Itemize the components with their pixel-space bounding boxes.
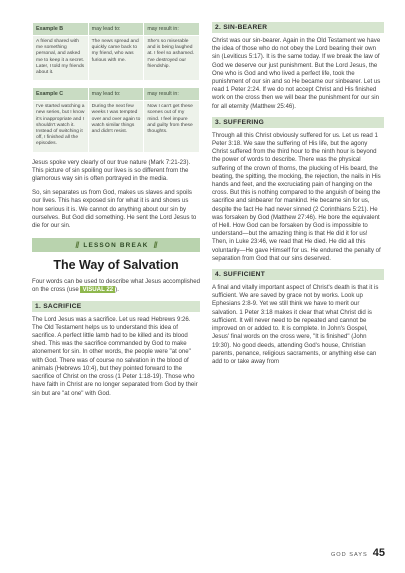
intro-end: ). [115,286,119,294]
example-b-result-header: may result in: [144,23,200,36]
sufficient-paragraph: A final and vitally important aspect of Christ's death is that it is sufficient. We are saved by grace not by works. Look up Ephesians 2:8-9. Yet we still think we have to merit our salvation. 1 Peter 3:18 makes it clear that what Christ did is sufficient. It will never need to be repeated and cannot be improved on or added to. It is complete. In John's Gospel, Jesus' final words on the cross were, "It is finished" (John 19:30). No good deeds, attending God's house, Christian parents, penance, religious sacraments, or anything else can add to or take away from [212,284,379,365]
example-b-lead-header: may lead to: [88,23,144,36]
lesson-break-label: LESSON BREAK [83,241,149,249]
heading-sufficient: 4. SUFFICIENT [212,269,384,280]
example-c-lead-header: may lead to: [88,88,144,101]
paragraph: So, sin separates us from God, makes us slaves and spoils our lives. This has exposed sin for what it is and shows us how serious it is. We cannot do anything about our sin by ourselves. But God did something. He sent the Lord Jesus to die for our sin. [32,189,197,230]
visual-badge: VISUAL 22 [82,286,114,294]
example-b-cell: She's so miserable and is being laughed at. I feel so ashamed. I've destroyed our friendship. [144,36,200,81]
paragraph: Jesus spoke very clearly of our true nature (Mark 7:21-23). This picture of sin spoiling our lives is so different from the glamorous way sin is often portrayed in the media. [32,158,191,183]
example-c-table [32,87,200,152]
lesson-break-banner [32,238,200,252]
heading-suffering: 3. SUFFERING [212,117,384,128]
footer-label: GOD SAYS [330,552,368,558]
heading-sacrifice: 1. SACRIFICE [32,301,200,312]
sin-bearer-paragraph: Christ was our sin-bearer. Again in the Old Testament we have the idea of those who do not obey the Lord bearing their own sin (Leviticus 5:17). It is the same today. If we break the law of God we deserve our just punishment. But the Lord Jesus, the One who is God and who lived a perfect life, took the punishment of our sin and so He became our sinbearer. Let us read 1 Peter 2:24. If we do not accept Christ and His finished work on the cross then we will bear the punishment for our sin for all eternity (Matthew 25:46). [212,37,381,110]
example-c-result-header: may result in: [144,88,200,101]
double-slash-icon: // [75,240,79,251]
heading-sin-bearer: 2. SIN-BEARER [212,22,384,33]
double-slash-icon: // [153,240,157,251]
suffering-paragraph: Through all this Christ obviously suffered for us. Let us read 1 Peter 3:18. We saw the suffering of His life, but the agony Christ suffered from the third hour to the ninth hour is beyond the power of words to describe. There was the physical suffering of the crown of thorns, the plucking of His beard, the beating, the spitting, the mocking, the rejection, the nails in His hands and feet, and the excruciating pain of hanging on the cross. But this is nothing compared to the anguish of being the sacrifice and sinbearer for mankind. He became sin for us, despite the fact He had never sinned (2 Corinthians 5:21). He was forsaken by God (Matthew 27:46). He bore the equivalent of Hell. How God can be forsaken by God is impossible to understand—but the amazing thing is that He did it for us! Then, in Luke 23:46, we read that He died. He did all this voluntarily—He gave Himself for us. He endured the penalty of separation from God that our sins deserved. [212,131,381,262]
example-b-header: Example B [33,23,89,36]
example-b-cell: A friend shared with me something personal, and asked me to keep it a secret. Later, I told my friends about it. [33,36,89,81]
example-b-cell: The news spread and quickly came back to my friend, who was furious with me. [88,36,144,81]
example-c-cell: Now I can't get these scenes out of my mind. I feel impure and guilty from these thoughts. [144,101,200,152]
intro-text: Four words can be used to describe what Jesus accomplished on the cross (use [32,278,201,294]
section-title: The Way of Salvation [53,258,179,273]
page-number: 45 [372,547,385,559]
example-c-cell: I've started watching a new series, but I know it's inappropriate and I shouldn't watch it. Instead of switching it off, I finished all the episodes. [33,101,89,152]
example-b-table [32,22,200,81]
right-column [212,22,384,372]
example-c-header: Example C [33,88,89,101]
left-column [32,22,200,404]
intro-paragraph [32,278,200,294]
page-footer [331,547,385,559]
example-c-cell: During the next few weeks I was tempted over and over again to watch similar things and didn't resist. [88,101,144,152]
sacrifice-paragraph: The Lord Jesus was a sacrifice. Let us read Hebrews 9:26. The Old Testament helps us to understand this idea of sacrifice. A perfect little lamb had to be killed and its blood shed. This was the sacrifice commanded by God to make atonement for sin. In other words, the people were "at one" with God. There was of course no salvation in the blood of animals (Hebrews 10:4), but they pointed forward to the sacrifice of Christ on the cross (1 Peter 1:18-19). Those who have faith in Christ are no longer separated from God by their sin but are "at one" with God. [32,315,198,397]
